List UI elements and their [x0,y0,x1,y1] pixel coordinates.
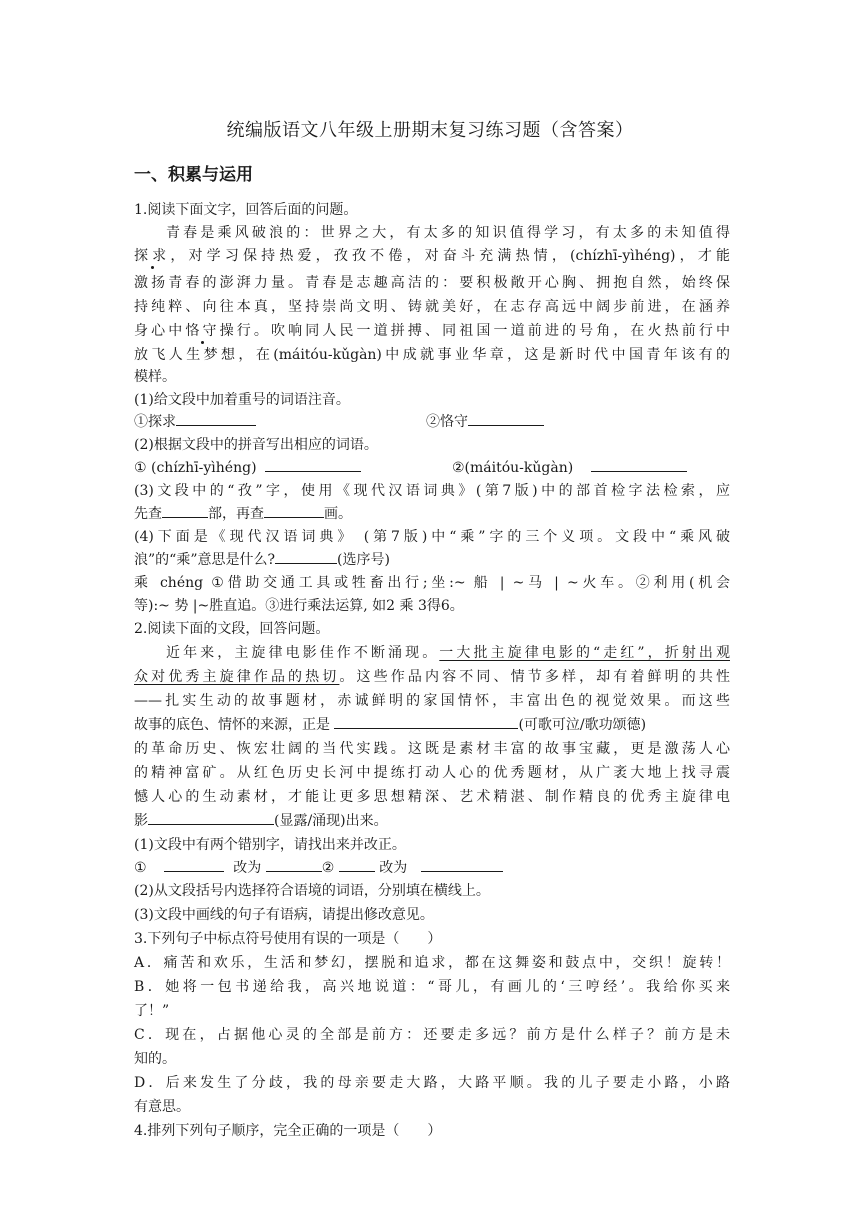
q3-option-b: B．她将一包书递给我，高兴地说道：“哥儿，有画儿的‘三哼经’。我给你买来 [134,979,730,995]
q2-sub2: (2)从文段括号内选择符合语境的词语，分别填在横线上。 [134,883,490,899]
q1-paragraph-line: 探求，对学习保持热爱，孜孜不倦，对奋斗充满热情，(chízhī-yìhéng)，才能 [134,248,731,264]
q4-prompt: 4.排列下列句子顺序，完全正确的一项是（ ） [134,1123,442,1139]
answer-blank[interactable] [421,857,503,872]
q1-sub1-item-b: ②恪守 [426,411,544,431]
emphasis-word: 恪守 [185,323,220,339]
q3-option-a: A．痛苦和欢乐，生活和梦幻，摆脱和追求，都在这舞姿和鼓点中，交织！旋转！ [134,955,730,971]
answer-blank[interactable] [265,457,361,472]
q1-paragraph-line: 青春是乘风破浪的：世界之大，有太多的知识值得学习，有太多的未知值得 [166,225,730,241]
q2-sub1: (1)文段中有两个错别字，请找出来并改正。 [134,837,406,853]
answer-blank[interactable] [148,810,274,825]
q1-prompt: 1.阅读下面文字，回答后面的问题。 [134,202,358,218]
q1-paragraph-line: 激扬青春的澎湃力量。青春是志趣高洁的：要积极敞开心胸、拥抱自然，始终保 [134,275,730,291]
q1-paragraph-line: 模样。 [134,369,176,385]
q2-paragraph-line: ——扎实生动的故事题材，赤诚鲜明的家国情怀，丰富出色的视觉效果。而这些 [134,693,730,709]
underlined-sentence: 一大批主旋律电影的“走红”，折射出观 [439,645,730,661]
answer-blank[interactable] [339,857,375,872]
q1-sub2: (2)根据文段中的拼音写出相应的词语。 [134,437,378,453]
section-heading: 一、积累与运用 [134,165,253,185]
q1-sub4: (4)下面是《现代汉语词典》 (第7版)中“乘”字的三个义项。文段中“乘风破 [134,529,730,545]
q1-sub3-cont: 先查 部，再查 画。 [134,503,352,523]
answer-blank[interactable] [334,714,518,729]
q2-sub1-items: ① 改为 ② 改为 [134,857,503,877]
q3-option-c: C．现在，占据他心灵的全部是前方：还要走多远？前方是什么样子？前方是未 [134,1027,730,1043]
answer-blank[interactable] [164,857,224,872]
answer-blank[interactable] [176,411,256,426]
q2-paragraph-line: 近年来，主旋律电影佳作不断涌现。一大批主旋律电影的“走红”，折射出观 [166,645,730,661]
q2-paragraph-line: 憾人心的生动素材，才能让更多思想精深、艺术精湛、制作精良的优秀主旋律电 [134,789,730,805]
q2-paragraph-line: 的精神富矿。从红色历史长河中提练打动人心的优秀题材，从广袤大地上找寻震 [134,765,730,781]
q2-paragraph-line: 众对优秀主旋律作品的热切。这些作品内容不同、情节多样，却有着鲜明的共性 [134,669,731,685]
q1-sub4-cont: 浪”的“乘”意思是什么? (选序号) [134,549,390,569]
q3-option-d-cont: 有意思。 [134,1099,190,1115]
emphasis-word: 探求 [134,248,171,264]
q3-option-d: D．后来发生了分歧，我的母亲要走大路，大路平顺。我的儿子要走小路，小路 [134,1075,730,1091]
q1-paragraph-line: 放飞人生梦想，在(máitóu-kǔgàn)中成就事业华章，这是新时代中国青年该有的 [134,347,730,363]
q2-paragraph-line: 的革命历史、恢宏壮阔的当代实践。这既是素材丰富的故事宝藏，更是激荡人心 [134,741,730,757]
q2-paragraph-line: 影 (显露/涌现)出来。 [134,810,388,830]
answer-blank[interactable] [266,857,322,872]
answer-blank[interactable] [275,549,337,564]
q3-prompt: 3.下列句子中标点符号使用有误的一项是（ ） [134,931,442,947]
q3-option-b-cont: 了！” [134,1003,170,1019]
q2-sub3: (3)文段中画线的句子有语病，请提出修改意见。 [134,907,434,923]
answer-blank[interactable] [264,503,324,518]
underlined-sentence: 众对优秀主旋律作品的热切 [134,669,340,685]
q1-definition: 等):~ 势 |~胜直追。③进行乘法运算, 如2 乘 3得6。 [134,598,464,614]
q2-paragraph-line: 故事的底色、情怀的来源，正是 (可歌可泣/歌功颂德) [134,714,646,734]
q1-sub1-items: ①探求 [134,411,256,431]
q1-sub1: (1)给文段中加着重号的词语注音。 [134,392,350,408]
q1-sub3: (3)文段中的“孜”字，使用《现代汉语词典》(第7版)中的部首检字法检索，应 [134,483,730,499]
answer-blank[interactable] [468,411,544,426]
q1-paragraph-line: 持纯粹、向往本真，坚持崇尚文明、铸就美好，在志存高远中阔步前进，在涵养 [134,299,730,315]
q1-paragraph-line: 身心中恪守操行。吹响同人民一道拼搏、同祖国一道前进的号角，在火热前行中 [134,323,731,339]
answer-blank[interactable] [162,503,208,518]
answer-blank[interactable] [591,457,687,472]
q1-definition: 乘 chéng ①借助交通工具或牲畜出行;坐:~ 船 | ~马 | ~火车。②利用(机会 [134,575,730,591]
q2-prompt: 2.阅读下面的文段，回答问题。 [134,621,330,637]
q3-option-c-cont: 知的。 [134,1051,176,1067]
document-title: 统编版语文八年级上册期末复习练习题（含答案） [226,120,634,141]
q1-sub2-item-a: ① (chízhī-yìhéng) [134,457,361,476]
q1-sub2-item-b: ②(máitóu-kǔgàn) [452,457,687,476]
